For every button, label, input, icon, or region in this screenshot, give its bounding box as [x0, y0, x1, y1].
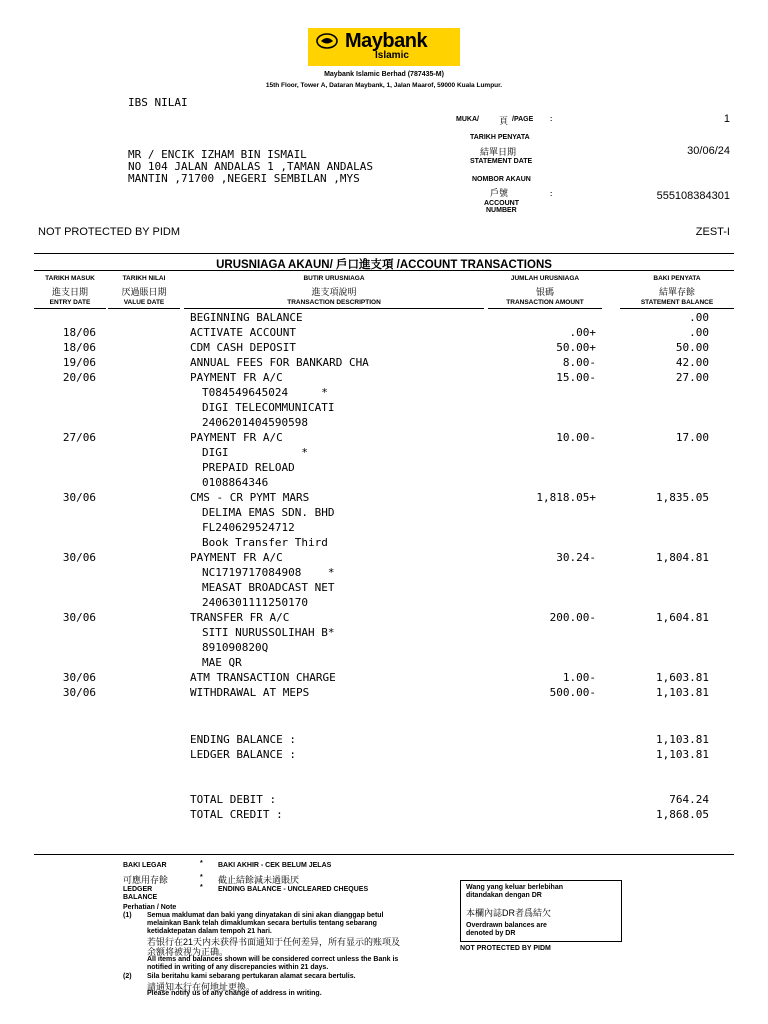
note-number-2: (2) — [123, 973, 132, 980]
table-row — [0, 491, 768, 506]
table-row — [0, 431, 768, 446]
baki-akhir-chinese: 截止結餘減未過賬厌 — [218, 875, 300, 885]
description: CMS - CR PYMT MARS — [190, 491, 310, 504]
table-row — [0, 311, 768, 326]
table-row — [0, 356, 768, 371]
entry-date: 18/06 — [62, 341, 96, 354]
col-entry-chinese: 進支日期 — [51, 287, 88, 297]
note2-malay: Sila beritahu kami sebarang pertukaran alamat secara bertulis. — [147, 973, 356, 980]
table-row — [0, 686, 768, 701]
date-label-english: STATEMENT DATE — [470, 158, 533, 165]
description: NC1719717084908 * — [202, 566, 335, 579]
table-row — [0, 476, 768, 491]
divider — [108, 308, 180, 309]
customer-name: MR / ENCIK IZHAM BIN ISMAIL — [128, 148, 307, 161]
divider — [34, 270, 734, 271]
amount: 15.00- — [556, 371, 596, 384]
balance: 1,835.05 — [656, 491, 709, 504]
note1-english-1: All items and balances shown will be considered correct unless the Bank is — [147, 956, 399, 963]
table-row — [0, 461, 768, 476]
description: DIGI * — [202, 446, 308, 459]
entry-date: 30/06 — [62, 671, 96, 684]
tiger-emblem-icon — [316, 33, 338, 49]
balance: 50.00 — [675, 341, 709, 354]
amount: 8.00- — [562, 356, 596, 369]
baki-akhir: BAKI AKHIR - CEK BELUM JELAS — [218, 862, 332, 869]
box-english-1: Overdrawn balances are — [466, 922, 547, 929]
description: BEGINNING BALANCE — [190, 311, 303, 324]
colon: : — [550, 191, 553, 198]
description: T084549645024 * — [202, 386, 328, 399]
table-row — [0, 626, 768, 641]
note-heading: Perhatian / Note — [123, 904, 177, 911]
note-number-1: (1) — [123, 912, 132, 919]
divider — [34, 854, 734, 855]
divider — [184, 308, 484, 309]
total-credit-value: 1,868.05 — [656, 808, 709, 821]
table-row — [0, 341, 768, 356]
total-debit-value: 764.24 — [669, 793, 709, 806]
table-row — [0, 656, 768, 671]
ledger-balance-2: BALANCE — [123, 894, 158, 901]
table-row — [0, 446, 768, 461]
description: WITHDRAWAL AT MEPS — [190, 686, 310, 699]
note1-malay-3: ketidaktepatan dalam tempoh 21 hari. — [147, 928, 272, 935]
col-balance-chinese: 結單存餘 — [658, 287, 695, 297]
col-desc-chinese: 進支項說明 — [311, 287, 357, 297]
col-amount-chinese: 银碼 — [535, 287, 554, 297]
table-row — [0, 551, 768, 566]
product-name: ZEST-I — [695, 226, 730, 238]
date-label-chinese: 結單日期 — [480, 147, 517, 157]
account-label-malay: NOMBOR AKAUN — [472, 176, 531, 183]
amount: 200.00- — [549, 611, 596, 624]
section-title: URUSNIAGA AKAUN/ 戶口進支項 /ACCOUNT TRANSACTIONS — [216, 259, 552, 271]
col-value-chinese: 厌過賬日期 — [121, 287, 167, 297]
entry-date: 18/06 — [62, 326, 96, 339]
balance: 27.00 — [675, 371, 709, 384]
page-label-a: MUKA/ — [456, 116, 479, 123]
total-credit-label: TOTAL CREDIT : — [190, 808, 283, 821]
note1-chinese-2: 余额将被视为正确。 — [147, 947, 229, 957]
description: DELIMA EMAS SDN. BHD — [202, 506, 335, 519]
amount: 30.24- — [556, 551, 596, 564]
branch-name: IBS NILAI — [128, 96, 188, 109]
note2-english: Please notify us of any change of address in writing. — [147, 990, 322, 997]
entry-date: 20/06 — [62, 371, 96, 384]
entry-date: 27/06 — [62, 431, 96, 444]
col-value-english: VALUE DATE — [123, 299, 165, 306]
description: MAE QR — [202, 656, 242, 669]
box-pidm: NOT PROTECTED BY PIDM — [460, 945, 551, 952]
col-amount-malay: JUMLAH URUSNIAGA — [510, 275, 580, 282]
asterisk: * — [200, 874, 203, 881]
asterisk: * — [200, 860, 203, 867]
asterisk: * — [200, 884, 203, 891]
divider — [620, 308, 734, 309]
table-row — [0, 641, 768, 656]
col-balance-english: STATEMENT BALANCE — [640, 299, 714, 306]
balance: .00 — [689, 311, 709, 324]
balance: 1,604.81 — [656, 611, 709, 624]
date-label-malay: TARIKH PENYATA — [470, 134, 530, 141]
note1-chinese-1: 若银行在21天内未获得书面通知于任何差异，所有显示的账项及 — [147, 937, 401, 947]
note1-english-2: notified in writing of any discrepancies within 21 days. — [147, 964, 329, 971]
baki-legar-chinese: 可應用存餘 — [123, 875, 169, 885]
balance: 1,103.81 — [656, 686, 709, 699]
description: PAYMENT FR A/C — [190, 551, 283, 564]
col-desc-malay: BUTIR URUSNIAGA — [303, 275, 365, 282]
col-balance-malay: BAKI PENYATA — [653, 275, 701, 282]
note1-malay-2: melainkan Bank telah dimaklumkan secara bertulis tentang sebarang — [147, 920, 377, 927]
table-row — [0, 671, 768, 686]
col-value-malay: TARIKH NILAI — [122, 275, 166, 282]
account-label-english-1: ACCOUNT — [484, 200, 519, 207]
entry-date: 30/06 — [62, 491, 96, 504]
description: ACTIVATE ACCOUNT — [190, 326, 296, 339]
ledger-balance-1: LEDGER — [123, 886, 153, 893]
amount: 1,818.05+ — [536, 491, 596, 504]
table-row — [0, 506, 768, 521]
ending-balance-value: 1,103.81 — [656, 733, 709, 746]
divider — [488, 308, 602, 309]
col-amount-english: TRANSACTION AMOUNT — [506, 299, 584, 306]
total-debit-label: TOTAL DEBIT : — [190, 793, 277, 806]
account-number: 555108384301 — [656, 190, 730, 202]
col-entry-english: ENTRY DATE — [49, 299, 91, 306]
description: Book Transfer Third — [202, 536, 328, 549]
pidm-note: NOT PROTECTED BY PIDM — [38, 226, 181, 238]
customer-address-2: MANTIN ,71700 ,NEGERI SEMBILAN ,MYS — [128, 172, 360, 185]
balance: 17.00 — [675, 431, 709, 444]
entry-date: 30/06 — [62, 551, 96, 564]
description: TRANSFER FR A/C — [190, 611, 290, 624]
statement-date: 30/06/24 — [687, 145, 730, 157]
description: 2406301111250170 — [202, 596, 308, 609]
company-name: Maybank Islamic Berhad (787435-M) — [324, 71, 444, 78]
description: PREPAID RELOAD — [202, 461, 295, 474]
table-row — [0, 611, 768, 626]
entry-date: 30/06 — [62, 611, 96, 624]
page-label-c: /PAGE — [512, 116, 534, 123]
description: 891090820Q — [202, 641, 269, 654]
customer-address-1: NO 104 JALAN ANDALAS 1 ,TAMAN ANDALAS — [128, 160, 374, 173]
table-row — [0, 566, 768, 581]
ledger-balance-label: LEDGER BALANCE : — [190, 748, 296, 761]
ledger-balance-value: 1,103.81 — [656, 748, 709, 761]
description: 0108864346 — [202, 476, 269, 489]
table-row — [0, 371, 768, 386]
description: SITI NURUSSOLIHAH B* — [202, 626, 335, 639]
amount: 1.00- — [562, 671, 596, 684]
table-row — [0, 581, 768, 596]
description: ATM TRANSACTION CHARGE — [190, 671, 336, 684]
table-row — [0, 521, 768, 536]
box-english-2: denoted by DR — [466, 930, 516, 937]
balance: 42.00 — [675, 356, 709, 369]
divider — [34, 253, 734, 254]
page-value: 1 — [723, 113, 730, 125]
account-label-english-2: NUMBER — [486, 207, 517, 214]
col-entry-malay: TARIKH MASUK — [45, 275, 95, 282]
description: PAYMENT FR A/C — [190, 371, 283, 384]
entry-date: 30/06 — [62, 686, 96, 699]
description: CDM CASH DEPOSIT — [190, 341, 296, 354]
description: ANNUAL FEES FOR BANKARD CHA — [190, 356, 369, 369]
description: 2406201404590598 — [202, 416, 308, 429]
logo-name: Maybank — [345, 30, 428, 52]
divider — [34, 308, 106, 309]
amount: 500.00- — [549, 686, 596, 699]
balance: 1,603.81 — [656, 671, 709, 684]
description: MEASAT BROADCAST NET — [202, 581, 335, 594]
amount: 10.00- — [556, 431, 596, 444]
description: DIGI TELECOMMUNICATI — [202, 401, 335, 414]
balance: 1,804.81 — [656, 551, 709, 564]
box-malay-2: ditandakan dengan DR — [466, 892, 542, 899]
colon: : — [550, 116, 553, 123]
box-malay-1: Wang yang keluar berlebihan — [466, 884, 563, 891]
col-desc-english: TRANSACTION DESCRIPTION — [287, 299, 381, 306]
table-row — [0, 596, 768, 611]
ending-uncleared: ENDING BALANCE - UNCLEARED CHEQUES — [218, 886, 369, 893]
account-label-chinese: 戶號 — [490, 188, 509, 198]
baki-legar: BAKI LEGAR — [123, 862, 167, 869]
amount: .00+ — [569, 326, 596, 339]
box-chinese: 本欄內誌DR者爲結欠 — [466, 908, 551, 918]
description: PAYMENT FR A/C — [190, 431, 283, 444]
table-row — [0, 401, 768, 416]
table-row — [0, 386, 768, 401]
entry-date: 19/06 — [62, 356, 96, 369]
amount: 50.00+ — [556, 341, 596, 354]
ending-balance-label: ENDING BALANCE : — [190, 733, 296, 746]
table-row — [0, 326, 768, 341]
description: FL240629524712 — [202, 521, 295, 534]
table-row — [0, 416, 768, 431]
logo-sub: Islamic — [375, 50, 409, 61]
page-label-b: 頁 — [499, 116, 509, 126]
note1-malay-1: Semua maklumat dan baki yang dinyatakan di sini akan dianggap betul — [147, 912, 384, 919]
table-row — [0, 536, 768, 551]
note2-chinese: 請通知本行在何地址更換。 — [147, 982, 256, 992]
balance: .00 — [689, 326, 709, 339]
company-address: 15th Floor, Tower A, Dataran Maybank, 1, Jalan Maarof, 59000 Kuala Lumpur. — [265, 82, 503, 89]
